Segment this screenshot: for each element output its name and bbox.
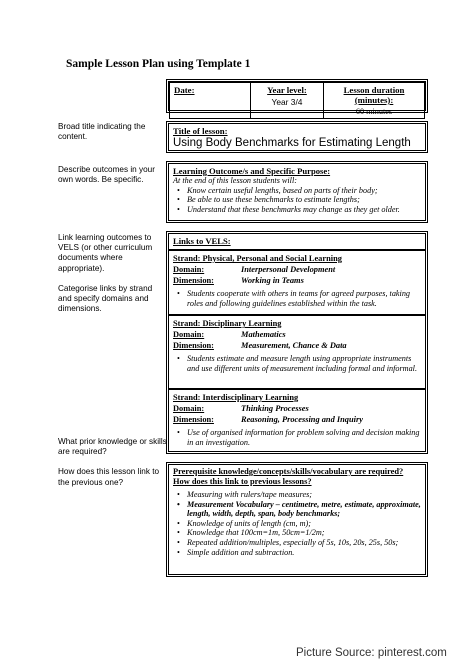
dimension-value: Working in Teams [241, 276, 304, 285]
lesson-title-value: Using Body Benchmarks for Estimating Length [173, 137, 411, 149]
list-item: • Students cooperate with others in teams for agreed purposes, taking roles and following guidelines established within the task. [187, 289, 421, 308]
list-item: • Repeated addition/multiples, especially of 5s, 10s, 20s, 25s, 50s; [187, 538, 421, 548]
strand-bullets [173, 289, 421, 308]
list-item: • Understand that these benchmarks may change as they get older. [187, 205, 421, 215]
strand-section-2 [169, 314, 425, 375]
note-prior: What prior knowledge or skills are required? How does this lesson link to the previous one? [58, 437, 167, 487]
strand-bullets [173, 428, 421, 447]
prior-heading-2: How does this link to previous lessons? [173, 477, 312, 486]
list-item: • Knowledge that 100cm=1m, 50cm=1/2m; [187, 528, 421, 538]
year-cell [251, 83, 324, 119]
list-item: • Students estimate and measure length using appropriate instruments and use different units of measurement including formal and informal. [187, 354, 421, 373]
picture-source-caption: Picture Source: pinterest.com [296, 647, 447, 659]
outcomes-heading: Learning Outcome/s and Specific Purpose: [173, 166, 331, 176]
strand-title: Strand: Interdisciplinary Learning [173, 393, 299, 402]
strand-section-1 [169, 249, 425, 310]
outcomes-list [173, 186, 421, 215]
list-item: • Measurement Vocabulary – centimetre, metre, estimate, approximate, length, width, depth, span, body benchmarks; [187, 500, 421, 519]
note-outcomes: Describe outcomes in your own words. Be specific. [58, 165, 155, 185]
dimension-label: Dimension: [173, 415, 214, 424]
domain-value: Thinking Processes [241, 404, 309, 413]
domain-value: Mathematics [241, 330, 286, 339]
outcomes-box [166, 161, 428, 223]
lesson-title-label: Title of lesson: [173, 126, 228, 136]
list-item: • Simple addition and subtraction. [187, 548, 421, 558]
prior-list [173, 490, 421, 557]
document-title: Sample Lesson Plan using Template 1 [66, 58, 251, 70]
duration-value: 60 minutes [355, 107, 393, 116]
outcomes-intro: At the end of this lesson students will: [173, 176, 297, 185]
dimension-label: Dimension: [173, 341, 214, 350]
date-label: Date: [174, 85, 195, 95]
domain-value: Interpersonal Development [241, 265, 336, 274]
dimension-value: Reasoning, Processing and Inquiry [241, 415, 363, 424]
lesson-title-box [166, 121, 428, 153]
note-vels: Link learning outcomes to VELS (or other curriculum documents where appropriate). Categorise links by strand and specify domains and dimensions. [58, 233, 153, 314]
list-item: • Use of organised information for problem solving and decision making in an investigation. [187, 428, 421, 447]
domain-label: Domain: [173, 265, 205, 274]
duration-cell [324, 83, 425, 119]
year-label: Year level: [267, 85, 307, 95]
year-value: Year 3/4 [271, 97, 303, 107]
date-cell [170, 83, 251, 119]
dimension-label: Dimension: [173, 276, 214, 285]
vels-box [166, 231, 428, 454]
header-table [166, 79, 428, 116]
strand-section-3 [169, 388, 425, 449]
domain-label: Domain: [173, 404, 205, 413]
note-title: Broad title indicating the content. [58, 122, 146, 142]
prior-heading-1: Prerequisite knowledge/concepts/skills/vocabulary are required? [173, 467, 404, 476]
strand-title: Strand: Physical, Personal and Social Learning [173, 254, 342, 263]
vels-heading: Links to VELS: [173, 236, 231, 246]
strand-title: Strand: Disciplinary Learning [173, 319, 282, 328]
prior-knowledge-box [166, 462, 428, 577]
dimension-value: Measurement, Chance & Data [241, 341, 347, 350]
duration-label: Lesson duration (minutes): [343, 85, 405, 105]
list-item: • Know certain useful lengths, based on parts of their body; [187, 186, 421, 196]
list-item: • Be able to use these benchmarks to estimate lengths; [187, 195, 421, 205]
list-item: • Measuring with rulers/tape measures; [187, 490, 421, 500]
list-item: • Knowledge of units of length (cm, m); [187, 519, 421, 529]
domain-label: Domain: [173, 330, 205, 339]
strand-bullets [173, 354, 421, 373]
